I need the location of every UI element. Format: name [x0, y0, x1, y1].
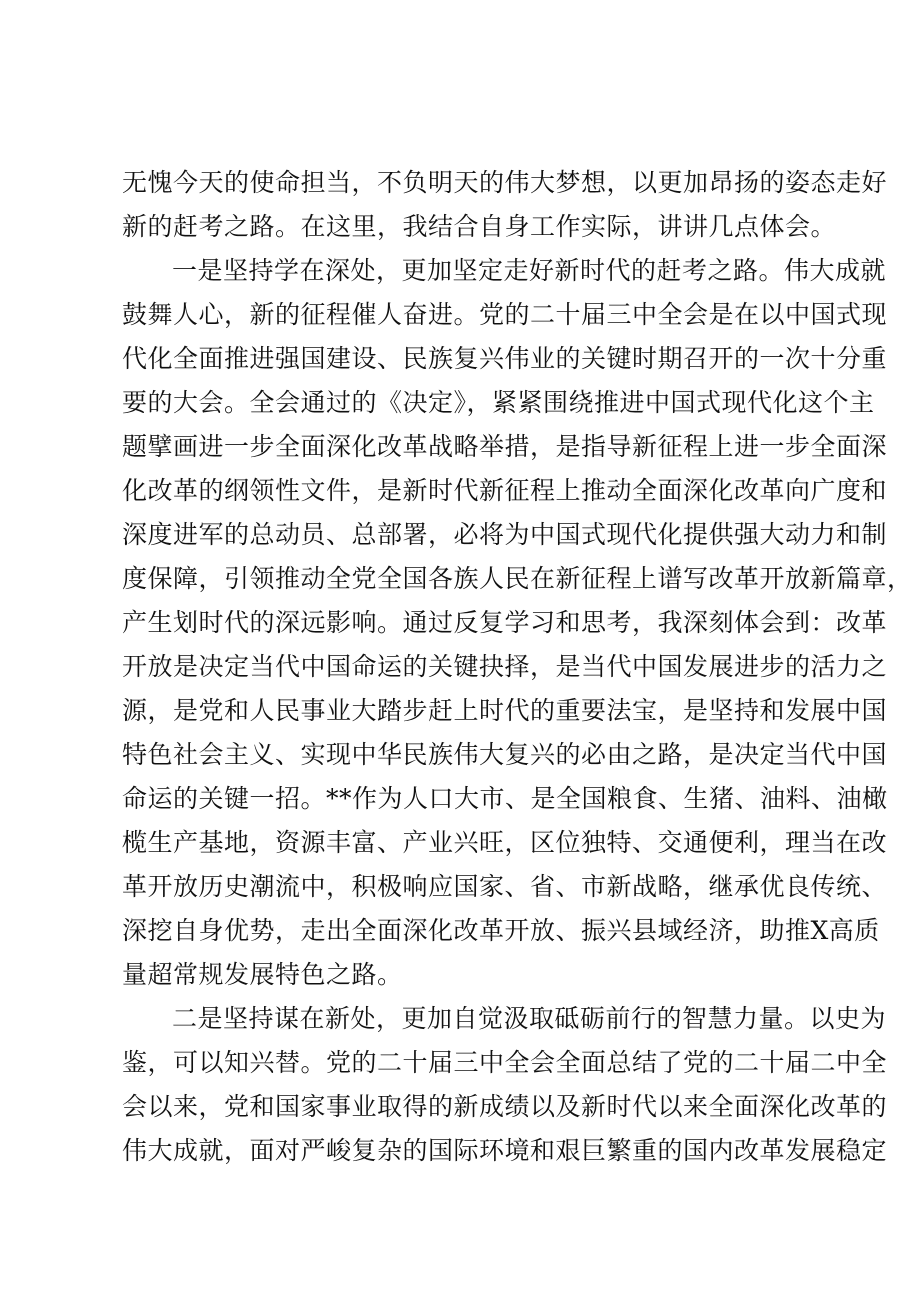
text-line: 代化全面推进强国建设、民族复兴伟业的关键时期召开的一次十分重 — [122, 344, 888, 373]
text-line: 榄生产基地，资源丰富、产业兴旺，区位独特、交通便利，理当在改 — [122, 828, 888, 857]
text-line: 化改革的纲领性文件，是新时代新征程上推动全面深化改革向广度和 — [122, 476, 888, 505]
text-line: 革开放历史潮流中，积极响应国家、省、市新战略，继承优良传统、 — [122, 872, 888, 901]
paragraph-first-line: 二是坚持谋在新处，更加自觉汲取砥砺前行的智慧力量。以史为 — [172, 1004, 887, 1033]
text-line: 量超常规发展特色之路。 — [122, 960, 403, 989]
text-line: 特色社会主义、实现中华民族伟大复兴的必由之路，是决定当代中国 — [122, 740, 888, 769]
text-line: 伟大成就，面对严峻复杂的国际环境和艰巨繁重的国内改革发展稳定 — [122, 1136, 888, 1165]
text-line: 要的大会。全会通过的《决定》，紧紧围绕推进中国式现代化这个主 — [122, 388, 875, 417]
paragraph-first-line: 一是坚持学在深处，更加坚定走好新时代的赶考之路。伟大成就 — [172, 256, 887, 285]
text-line: 源，是党和人民事业大踏步赶上时代的重要法宝，是坚持和发展中国 — [122, 696, 888, 725]
text-line: 深挖自身优势，走出全面深化改革开放、振兴县域经济，助推X高质 — [122, 916, 880, 945]
text-line: 命运的关键一招。**作为人口大市、是全国粮食、生猪、油料、油橄 — [122, 784, 888, 813]
text-line: 题擘画进一步全面深化改革战略举措，是指导新征程上进一步全面深 — [122, 432, 888, 461]
text-line: 开放是决定当代中国命运的关键抉择，是当代中国发展进步的活力之 — [122, 652, 888, 681]
text-line: 无愧今天的使命担当，不负明天的伟大梦想，以更加昂扬的姿态走好 — [122, 168, 888, 197]
text-line: 产生划时代的深远影响。通过反复学习和思考，我深刻体会到：改革 — [122, 608, 888, 637]
text-line: 深度进军的总动员、总部署，必将为中国式现代化提供强大动力和制 — [122, 520, 888, 549]
text-line: 度保障，引领推动全党全国各族人民在新征程上谱写改革开放新篇章， — [122, 564, 913, 593]
text-line: 鉴，可以知兴替。党的二十届三中全会全面总结了党的二十届二中全 — [122, 1048, 888, 1077]
text-line: 鼓舞人心，新的征程催人奋进。党的二十届三中全会是在以中国式现 — [122, 300, 888, 329]
text-line: 新的赶考之路。在这里，我结合自身工作实际，讲讲几点体会。 — [122, 212, 837, 241]
text-line: 会以来，党和国家事业取得的新成绩以及新时代以来全面深化改革的 — [122, 1092, 888, 1121]
